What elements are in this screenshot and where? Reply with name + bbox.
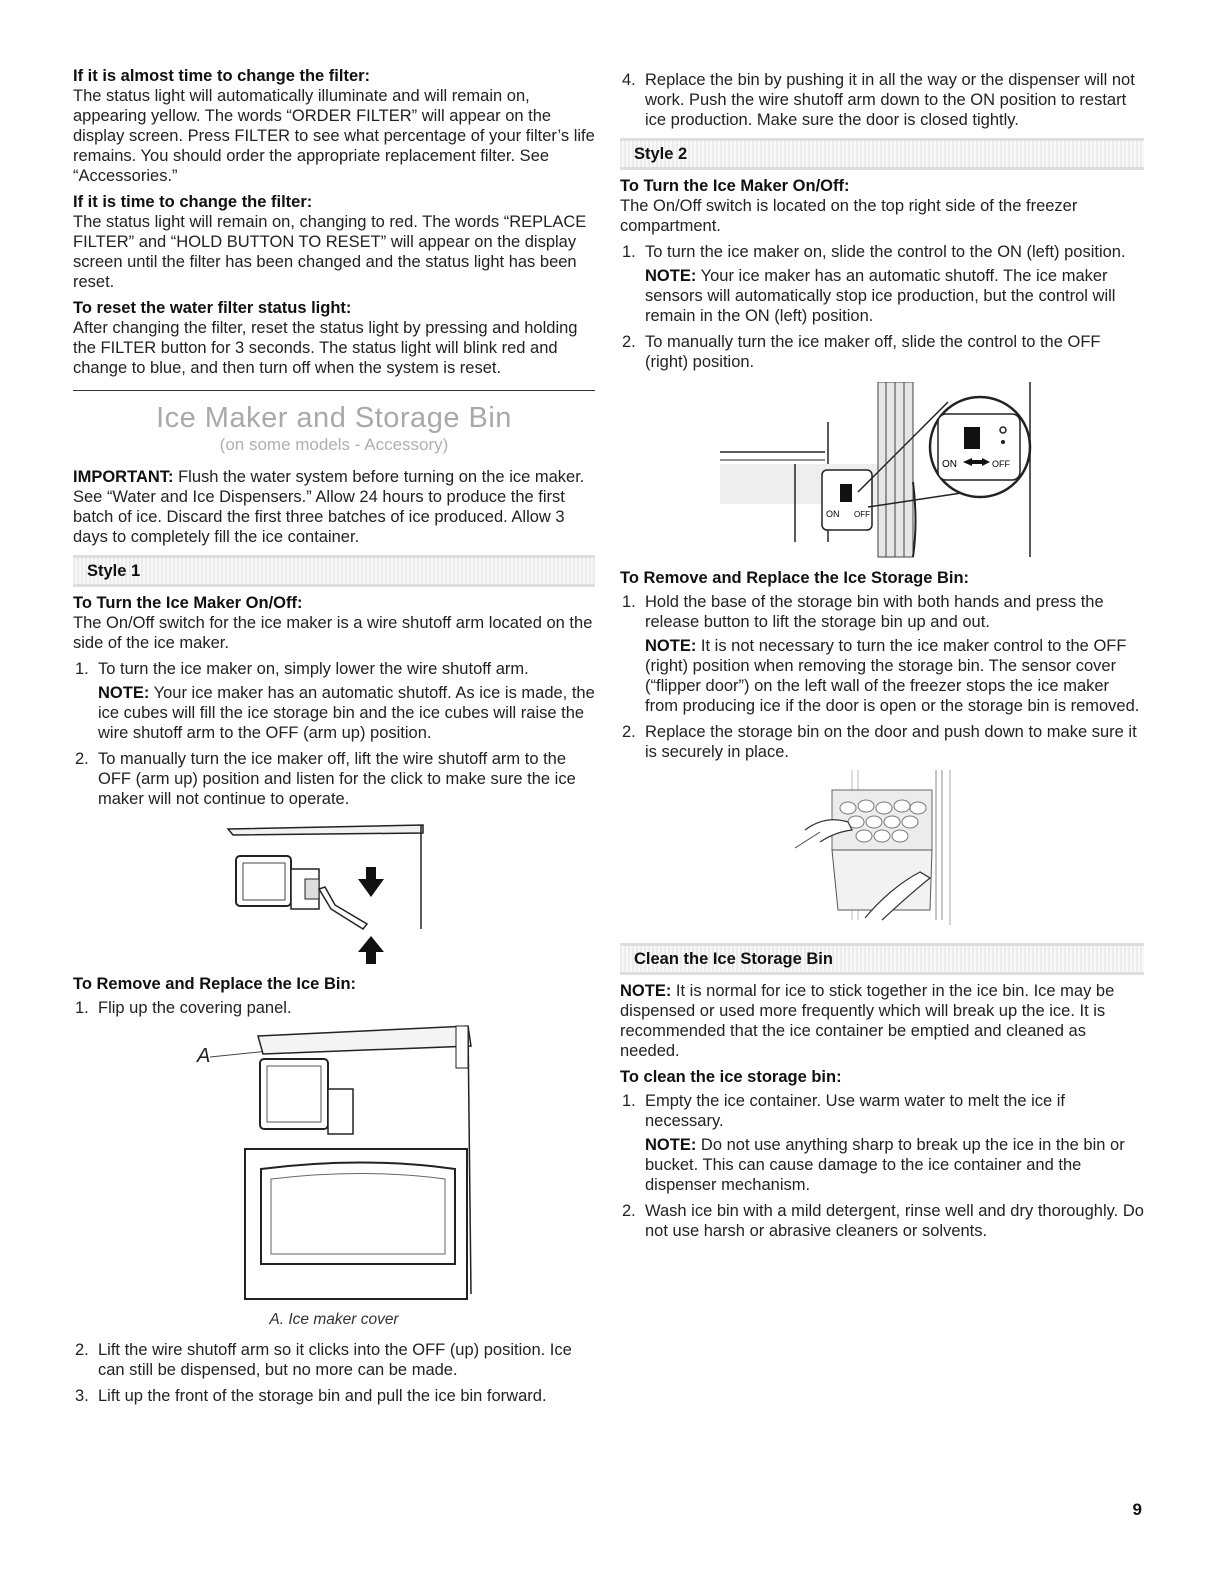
style1-steps <box>73 659 595 809</box>
list-item <box>73 749 595 809</box>
list-item <box>73 659 595 743</box>
remove-storage-heading: To Remove and Replace the Ice Storage Bin: <box>620 569 970 587</box>
clean-bin-heading: To clean the ice storage bin: <box>620 1068 842 1086</box>
remove-bin-steps-b <box>73 1340 595 1406</box>
figure-caption: A. Ice maker cover <box>269 1311 399 1328</box>
ice-maker-arm-drawing <box>73 819 595 969</box>
step-number: 1. <box>622 243 636 261</box>
style2-banner: Style 2 <box>620 138 1144 170</box>
style2-steps <box>620 242 1144 372</box>
list-item <box>620 592 1144 716</box>
almost-time-heading: If it is almost time to change the filter: <box>73 67 371 85</box>
style1-onoff-heading: To Turn the Ice Maker On/Off: <box>73 594 303 612</box>
step-text: Hold the base of the storage bin with both hands and press the release button to lift the storage bin up and out. <box>645 593 1104 631</box>
step-text: Lift the wire shutoff arm so it clicks into the OFF (up) position. Ice can still be dispensed, but no more can be made. <box>98 1341 572 1379</box>
step-note <box>645 636 1144 716</box>
note-label: NOTE: <box>645 267 697 285</box>
reset-status-heading: To reset the water filter status light: <box>73 299 352 317</box>
clean-bin-banner: Clean the Ice Storage Bin <box>620 943 1144 975</box>
important-text: Flush the water system before turning on the ice maker. See “Water and Ice Dispensers.” Allow 24 hours to produce the first batch of ice. Discard the first three batches of ice produced. Allow 3 days to completely fill the ice container. <box>73 468 585 546</box>
step-number: 1. <box>75 660 89 678</box>
step-text: To turn the ice maker on, slide the control to the ON (left) position. <box>645 243 1126 261</box>
list-item <box>620 242 1144 326</box>
step-text: To manually turn the ice maker off, lift the wire shutoff arm to the OFF (arm up) position and listen for the click to make sure the ice maker will not continue to operate. <box>98 750 576 808</box>
step-number: 1. <box>75 999 89 1017</box>
note-label: NOTE: <box>98 684 150 702</box>
style1-onoff-text: The On/Off switch for the ice maker is a wire shutoff arm located on the side of the ice maker. <box>73 614 593 652</box>
list-item <box>620 722 1144 762</box>
reset-status-text: After changing the filter, reset the status light by pressing and holding the FILTER button for 3 seconds. The status light will blink red and change to blue, and then turn off when the system is reset. <box>73 319 578 377</box>
slide-switch-illustration <box>620 382 1144 562</box>
step-text: Empty the ice container. Use warm water to melt the ice if necessary. <box>645 1092 1066 1130</box>
list-item <box>73 998 595 1018</box>
note-text: Your ice maker has an automatic shutoff. The ice maker sensors will automatically stop ice production, but the control will remain in the ON (left) position. <box>645 267 1116 325</box>
step-note <box>98 683 595 743</box>
note-text: It is not necessary to turn the ice maker control to the OFF (right) position when removing the storage bin. The sensor cover (“flipper door”) on the left wall of the freezer stops the ice maker from producing ice if the door is open or the storage bin is removed. <box>645 637 1140 715</box>
step-text: Replace the storage bin on the door and push down to make sure it is securely in place. <box>645 723 1137 761</box>
storage-bin-removal-illustration <box>620 770 1144 935</box>
switch-drawing <box>620 382 1144 562</box>
section-divider <box>73 390 595 391</box>
list-item <box>620 332 1144 372</box>
note-label: NOTE: <box>620 982 672 1000</box>
step-note <box>645 1135 1144 1195</box>
wire-shutoff-arm-illustration <box>73 819 595 969</box>
remove-bin-steps-a <box>73 998 595 1018</box>
style2-onoff-text: The On/Off switch is located on the top right side of the freezer compartment. <box>620 197 1078 235</box>
list-item <box>73 1386 595 1406</box>
clean-steps <box>620 1091 1144 1241</box>
note-label: NOTE: <box>645 1136 697 1154</box>
step-text: To turn the ice maker on, simply lower the wire shutoff arm. <box>98 660 529 678</box>
bin-cover-drawing <box>73 1024 595 1304</box>
remove-bin-steps-c <box>620 70 1144 130</box>
step-text: Flip up the covering panel. <box>98 999 292 1017</box>
remove-bin-heading: To Remove and Replace the Ice Bin: <box>73 975 357 993</box>
step-number: 4. <box>622 71 636 89</box>
step-note <box>645 266 1144 326</box>
step-text: To manually turn the ice maker off, slide the control to the OFF (right) position. <box>645 333 1101 371</box>
step-number: 2. <box>75 750 89 768</box>
switch-on-label: ON <box>942 459 957 470</box>
time-to-change-heading: If it is time to change the filter: <box>73 193 313 211</box>
step-number: 2. <box>622 333 636 351</box>
step-number: 1. <box>622 1092 636 1110</box>
note-text: Do not use anything sharp to break up the ice in the bin or bucket. This can cause damage to the ice container and the dispenser mechanism. <box>645 1136 1125 1194</box>
note-text: Your ice maker has an automatic shutoff. As ice is made, the ice cubes will fill the ice storage bin and the ice cubes will raise the wire shutoff arm to the OFF (arm up) position. <box>98 684 595 742</box>
note-label: NOTE: <box>645 637 697 655</box>
page-number: 9 <box>1132 1500 1142 1519</box>
list-item <box>620 1201 1144 1241</box>
clean-note-paragraph <box>620 981 1144 1061</box>
style2-onoff-heading: To Turn the Ice Maker On/Off: <box>620 177 850 195</box>
right-column <box>620 70 1144 1247</box>
remove-storage-steps <box>620 592 1144 762</box>
ice-maker-cover-illustration <box>73 1024 595 1304</box>
important-paragraph <box>73 467 595 547</box>
list-item <box>620 1091 1144 1195</box>
switch-off-label: OFF <box>992 459 1010 469</box>
step-text: Lift up the front of the storage bin and pull the ice bin forward. <box>98 1387 547 1405</box>
step-number: 1. <box>622 593 636 611</box>
note-text: It is normal for ice to stick together in the ice bin. Ice may be dispensed or used more frequently which will break up the ice. It is recommended that the ice container be emptied and cleaned as needed. <box>620 982 1115 1060</box>
section-subtitle: (on some models - Accessory) <box>219 435 449 454</box>
step-text: Wash ice bin with a mild detergent, rinse well and dry thoroughly. Do not use harsh or abrasive cleaners or solvents. <box>645 1202 1144 1240</box>
section-title: Ice Maker and Storage Bin <box>156 402 512 434</box>
figure-label-a: A <box>197 1045 211 1067</box>
important-label: IMPORTANT: <box>73 468 174 486</box>
switch-on-label-small: ON <box>826 509 840 519</box>
switch-off-label-small: OFF <box>854 510 870 519</box>
style1-banner: Style 1 <box>73 555 595 587</box>
left-column <box>73 66 595 1412</box>
step-number: 2. <box>622 1202 636 1220</box>
step-number: 2. <box>75 1341 89 1359</box>
list-item <box>73 1340 595 1380</box>
almost-time-text: The status light will automatically illuminate and will remain on, appearing yellow. The words “ORDER FILTER” will appear on the display screen. Press FILTER to see what percentage of your filter’s life remains. You should order the appropriate replacement filter. See “Accessories.” <box>73 87 595 185</box>
step-text: Replace the bin by pushing it in all the way or the dispenser will not work. Push the wire shutoff arm down to the ON position to restart ice production. Make sure the door is closed tightly. <box>645 71 1135 129</box>
time-to-change-text: The status light will remain on, changing to red. The words “REPLACE FILTER” and “HOLD BUTTON TO RESET” will appear on the display screen until the filter has been changed and the status light has been reset. <box>73 213 587 291</box>
step-number: 2. <box>622 723 636 741</box>
storage-bin-drawing <box>620 770 1144 935</box>
list-item <box>620 70 1144 130</box>
step-number: 3. <box>75 1387 89 1405</box>
